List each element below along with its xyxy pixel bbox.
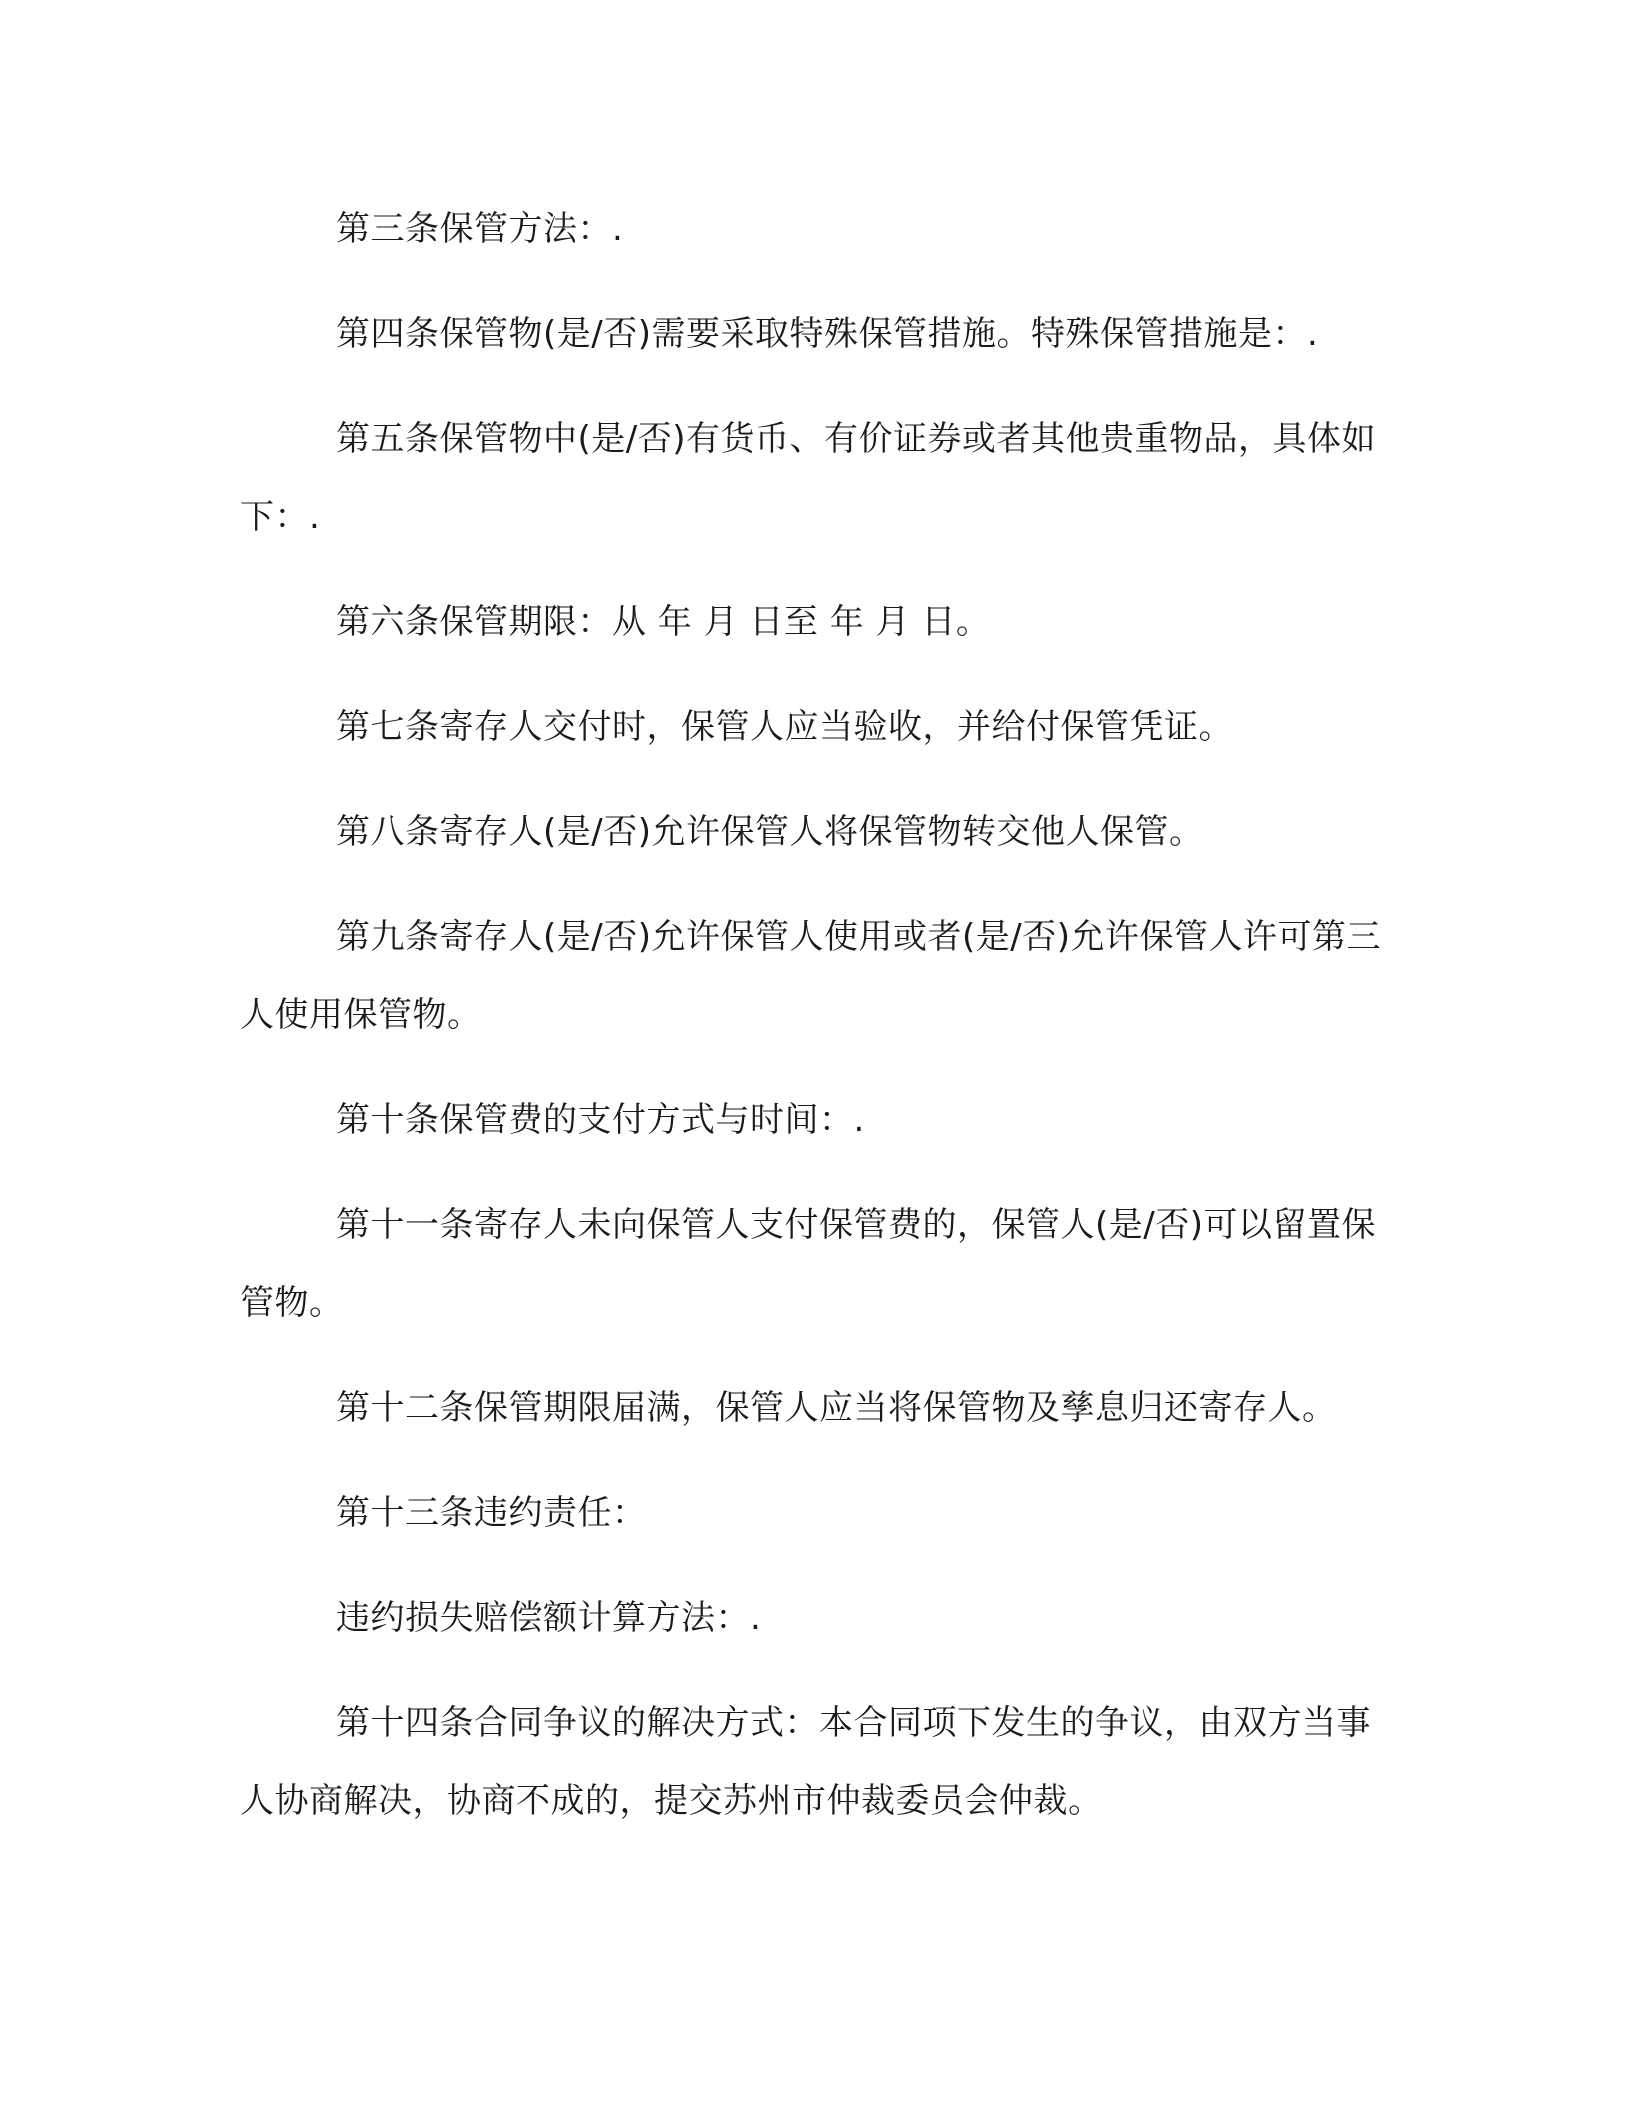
contract-body [240,190,1390,1867]
article-8: 第八条寄存人(是/否)允许保管人将保管物转交他人保管。 [336,812,1204,852]
article-5: 第五条保管物中(是/否)有货币、有价证券或者其他贵重物品，具体如下：. [240,419,1376,537]
article-11: 第十一条寄存人未向保管人支付保管费的，保管人(是/否)可以留置保管物。 [240,1205,1376,1323]
article-4: 第四条保管物(是/否)需要采取特殊保管措施。特殊保管措施是：. [336,314,1319,354]
article-7: 第七条寄存人交付时，保管人应当验收，并给付保管凭证。 [336,707,1233,747]
article-6: 第六条保管期限：从 年 月 日至 年 月 日。 [336,602,991,642]
article-13: 第十三条违约责任： [336,1493,647,1533]
damages-calculation: 违约损失赔偿额计算方法：. [336,1598,762,1638]
article-10: 第十条保管费的支付方式与时间：. [336,1100,865,1140]
article-14: 第十四条合同争议的解决方式：本合同项下发生的争议，由双方当事人协商解决，协商不成的，提交苏州市仲裁委员会仲裁。 [240,1703,1371,1821]
article-12: 第十二条保管期限届满，保管人应当将保管物及孳息归还寄存人。 [336,1388,1337,1428]
article-3: 第三条保管方法：. [336,209,624,249]
article-9: 第九条寄存人(是/否)允许保管人使用或者(是/否)允许保管人许可第三人使用保管物。 [240,917,1381,1035]
